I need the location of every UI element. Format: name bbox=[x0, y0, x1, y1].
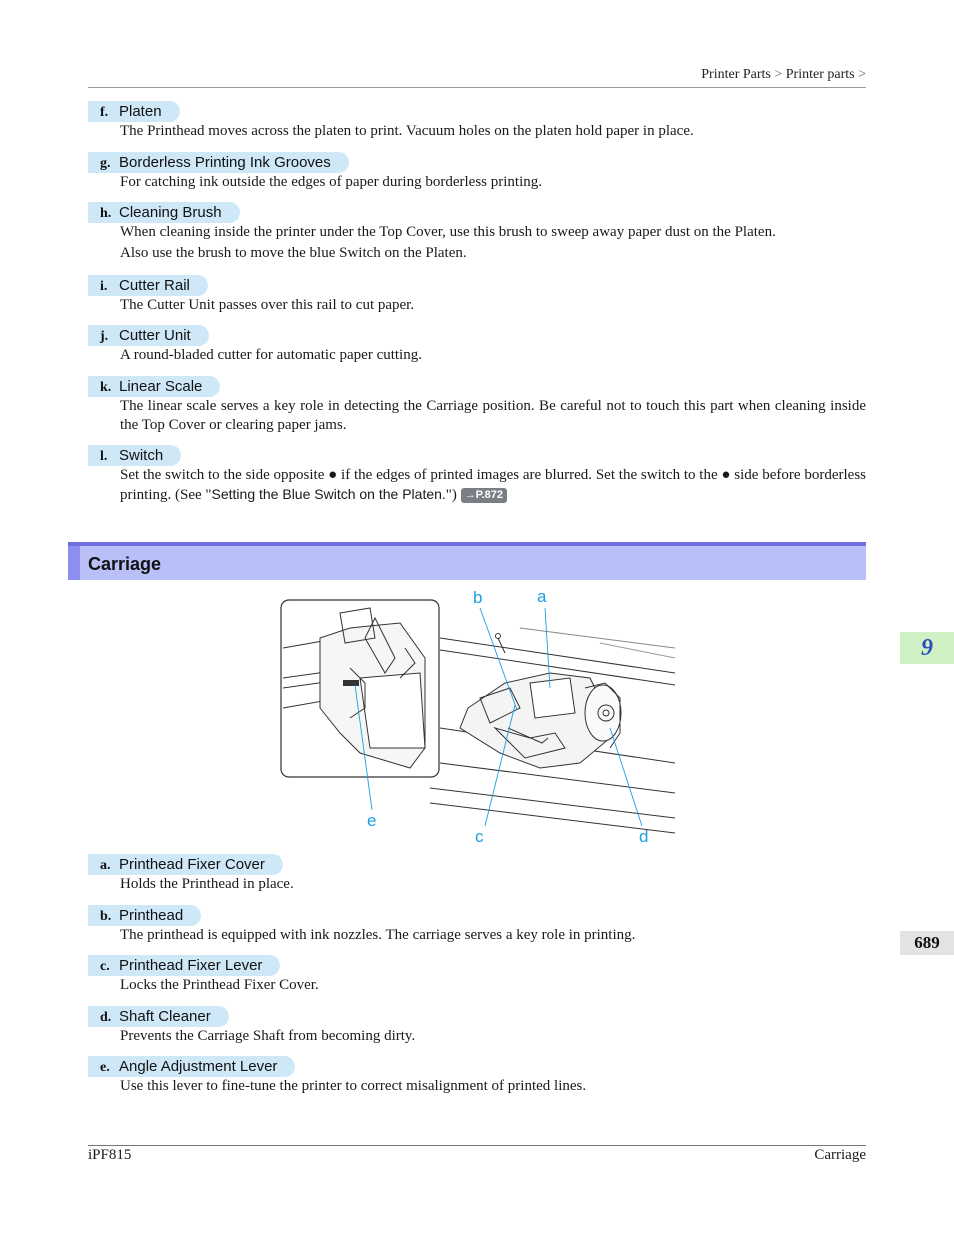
part-item-switch bbox=[88, 445, 866, 505]
part-heading: j. Cutter Unit bbox=[88, 325, 209, 346]
part-item-linear-scale bbox=[88, 376, 866, 435]
part-heading: a. Printhead Fixer Cover bbox=[88, 854, 283, 875]
part-item-cutter-rail bbox=[88, 275, 866, 315]
part-heading: e. Angle Adjustment Lever bbox=[88, 1056, 295, 1077]
part-description: Locks the Printhead Fixer Cover. bbox=[120, 977, 319, 993]
carriage-illustration bbox=[280, 588, 675, 850]
figure-label-b: b bbox=[473, 588, 483, 607]
part-description: Prevents the Carriage Shaft from becoming dirty. bbox=[120, 1028, 416, 1044]
part-item-angle-adjustment-lever bbox=[88, 1056, 866, 1096]
part-item-cutter-unit bbox=[88, 325, 866, 365]
part-description: Holds the Printhead in place. bbox=[120, 876, 294, 892]
footer-rule bbox=[88, 1145, 866, 1146]
page-reference-button[interactable]: →P.872 bbox=[461, 488, 507, 503]
part-description: Set the switch to the side opposite ● if the edges of printed images are blurred. Set the switch to the ● side before borderless printing. (See "Setting the Blue Switch on the Platen.") →P.872 bbox=[120, 467, 866, 503]
part-item-shaft-cleaner bbox=[88, 1006, 866, 1046]
breadcrumb-item[interactable]: Printer parts bbox=[785, 67, 855, 82]
figure-label-c: c bbox=[475, 827, 484, 846]
part-heading: k. Linear Scale bbox=[88, 376, 220, 397]
section-title: Carriage bbox=[88, 554, 162, 574]
breadcrumb-separator: > bbox=[858, 67, 866, 82]
part-item-printhead-fixer-cover bbox=[88, 854, 866, 894]
figure-label-d: d bbox=[639, 827, 649, 846]
section-heading-accent bbox=[68, 546, 80, 580]
figure-label-e: e bbox=[367, 811, 377, 830]
section-heading-bar bbox=[68, 542, 866, 580]
part-heading: g. Borderless Printing Ink Grooves bbox=[88, 152, 349, 173]
part-item-printhead-fixer-lever bbox=[88, 955, 866, 995]
part-heading: f. Platen bbox=[88, 101, 180, 122]
part-heading: b. Printhead bbox=[88, 905, 201, 926]
header-rule bbox=[88, 87, 866, 88]
part-item-platen bbox=[88, 101, 866, 141]
part-description: The Cutter Unit passes over this rail to cut paper. bbox=[120, 297, 415, 313]
cross-reference-link[interactable]: Setting the Blue Switch on the Platen. bbox=[211, 486, 446, 502]
breadcrumb-item[interactable]: Printer Parts bbox=[701, 67, 771, 82]
inset-detail bbox=[281, 600, 439, 777]
footer-model: iPF815 bbox=[88, 1147, 132, 1163]
part-description: The linear scale serves a key role in detecting the Carriage position. Be careful not to touch this part when cleaning inside the Top Cover or clearing paper jams. bbox=[120, 398, 866, 433]
part-item-cleaning-brush bbox=[88, 202, 866, 263]
part-item-ink-grooves bbox=[88, 152, 866, 192]
part-description: Use this lever to fine-tune the printer to correct misalignment of printed lines. bbox=[120, 1078, 587, 1094]
part-heading: d. Shaft Cleaner bbox=[88, 1006, 229, 1027]
breadcrumb-separator: > bbox=[774, 67, 783, 82]
part-description: For catching ink outside the edges of paper during borderless printing. bbox=[120, 174, 542, 190]
part-item-printhead bbox=[88, 905, 866, 945]
chapter-tab[interactable]: 9 bbox=[900, 632, 954, 664]
part-heading: i. Cutter Rail bbox=[88, 275, 208, 296]
part-heading: h. Cleaning Brush bbox=[88, 202, 240, 223]
part-description: The Printhead moves across the platen to print. Vacuum holes on the platen hold paper in place. bbox=[120, 123, 694, 139]
part-description: When cleaning inside the printer under the Top Cover, use this brush to sweep away paper dust on the Platen. bbox=[120, 224, 776, 240]
page-number: 689 bbox=[900, 931, 954, 955]
part-heading: l. Switch bbox=[88, 445, 181, 466]
part-description: Also use the brush to move the blue Switch on the Platen. bbox=[120, 245, 467, 261]
breadcrumb bbox=[701, 67, 866, 83]
part-heading: c. Printhead Fixer Lever bbox=[88, 955, 280, 976]
figure-label-a: a bbox=[537, 588, 547, 606]
part-description: A round-bladed cutter for automatic paper cutting. bbox=[120, 347, 422, 363]
footer-section: Carriage bbox=[814, 1147, 866, 1163]
part-description: The printhead is equipped with ink nozzles. The carriage serves a key role in printing. bbox=[120, 927, 636, 943]
